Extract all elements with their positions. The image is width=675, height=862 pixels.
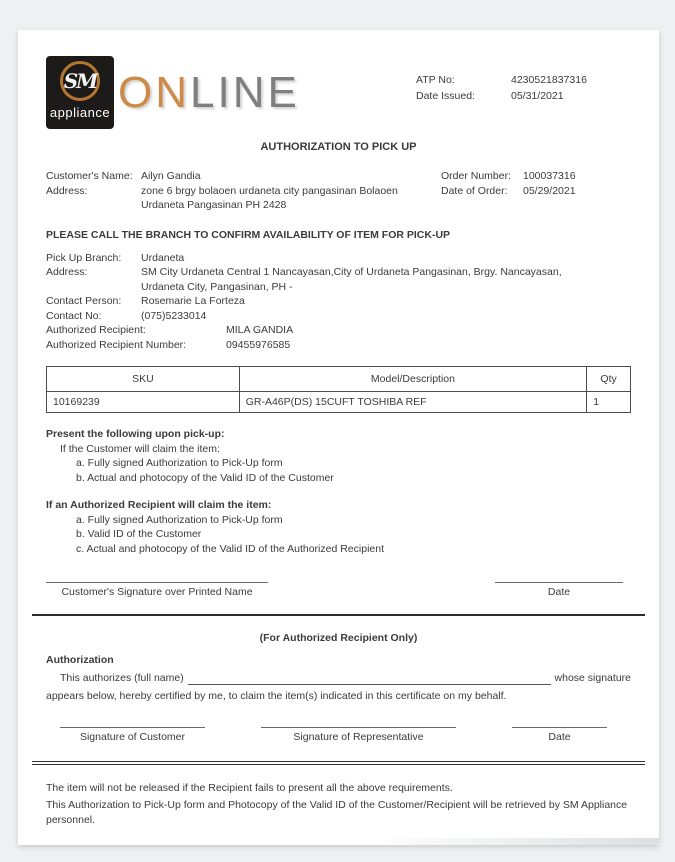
date-of-order-label: Date of Order:	[441, 184, 508, 197]
column-header-sku: SKU	[47, 367, 240, 392]
document-page	[18, 30, 659, 845]
authorized-recipient-row	[46, 323, 631, 338]
customer-address-label: Address:	[46, 184, 88, 197]
header	[46, 56, 631, 129]
list-item: a. Fully signed Authorization to Pick-Up form	[76, 513, 283, 526]
contact-no-value: (075)5233014	[141, 309, 207, 322]
branch-address-line1: SM City Urdaneta Central 1 Nancayasan,City of Urdaneta Pangasinan, Brgy. Nancayasan,	[141, 266, 562, 278]
date-issued-row	[416, 88, 631, 104]
signature-block-2	[46, 727, 631, 743]
items-table	[46, 366, 631, 413]
item-qty: 1	[587, 392, 631, 413]
authorization-line1-suffix: whose signature	[554, 672, 631, 684]
contact-person-label: Contact Person:	[46, 295, 122, 307]
customer-signature-line: Customer's Signature over Printed Name	[46, 582, 268, 598]
customer-details	[46, 169, 441, 213]
authorized-recipient-number-label: Authorized Recipient Number:	[46, 338, 187, 351]
date-issued-label: Date Issued:	[416, 90, 475, 102]
section-divider	[32, 614, 645, 616]
branch-address-label: Address:	[46, 266, 88, 278]
date-line: Date	[512, 727, 607, 743]
list-item: b. Valid ID of the Customer	[76, 528, 202, 540]
authorized-recipient-number-value: 09455976585	[226, 338, 291, 351]
branch-address-row	[46, 265, 631, 280]
date-signature-line: Date	[495, 582, 623, 598]
online-wordmark-line: LINE	[190, 68, 300, 117]
contact-no-row	[46, 309, 631, 324]
pickup-branch-label: Pick Up Branch:	[46, 251, 122, 264]
authorization-line2: appears below, hereby certified by me, to claim the item(s) indicated in this certificate on my behalf.	[46, 690, 507, 702]
contact-no-label: Contact No:	[46, 309, 102, 322]
list-item: c. Actual and photocopy of the Valid ID of the Authorized Recipient	[76, 542, 385, 555]
date-of-order-row	[441, 184, 631, 199]
recipient-claim-heading: If an Authorized Recipient will claim the item:	[46, 499, 272, 511]
contact-person-value: Rosemarie La Forteza	[141, 295, 245, 307]
customer-address-line2: Urdaneta Pangasinan PH 2428	[141, 199, 287, 211]
authorization-heading: Authorization	[46, 654, 114, 666]
item-sku: 10169239	[47, 392, 240, 413]
customer-name-value: Ailyn Gandia	[141, 170, 201, 182]
customer-address-line1: zone 6 brgy bolaoen urdaneta city pangasinan Bolaoen	[141, 184, 398, 197]
pickup-branch-value: Urdaneta	[141, 251, 185, 264]
full-name-blank-line	[188, 671, 551, 685]
online-wordmark	[118, 56, 300, 129]
footer-notes	[46, 781, 641, 828]
authorization-line1-prefix: This authorizes (full name)	[60, 672, 184, 684]
customer-claim-heading: If the Customer will claim the item:	[60, 442, 220, 455]
order-details	[441, 169, 631, 213]
order-number-label: Order Number:	[441, 170, 512, 182]
customer-name-label: Customer's Name:	[46, 170, 133, 182]
atp-no-label: ATP No:	[416, 74, 455, 86]
column-header-model: Model/Description	[239, 367, 586, 392]
signature-of-representative-line: Signature of Representative	[261, 727, 456, 743]
column-header-qty: Qty	[587, 367, 631, 392]
list-item: a. Fully signed Authorization to Pick-Up form	[76, 457, 283, 469]
date-issued-value: 05/31/2021	[511, 90, 564, 102]
branch-notice: PLEASE CALL THE BRANCH TO CONFIRM AVAILABILITY OF ITEM FOR PICK-UP	[46, 228, 451, 241]
authorized-recipient-label: Authorized Recipient:	[46, 324, 146, 336]
appliance-logo-text: appliance	[49, 105, 111, 120]
contact-person-row	[46, 294, 631, 309]
order-number-row	[441, 169, 631, 184]
atp-no-value: 4230521837316	[511, 74, 587, 86]
signature-of-customer-line: Signature of Customer	[60, 727, 205, 743]
sm-appliance-logo	[46, 56, 114, 129]
present-heading: Present the following upon pick-up:	[46, 428, 225, 440]
atp-info	[416, 72, 631, 104]
recipient-only-heading: (For Authorized Recipient Only)	[259, 632, 418, 644]
authorized-recipient-number-row	[46, 338, 631, 353]
scan-shadow-artifact	[371, 838, 659, 845]
pickup-branch-row	[46, 251, 631, 266]
signature-block-1	[46, 582, 631, 598]
customer-address-row2	[46, 198, 441, 213]
online-wordmark-on: ON	[118, 68, 190, 117]
present-section	[46, 427, 631, 556]
customer-section	[46, 169, 631, 213]
document-content	[18, 30, 659, 845]
footer-note-2: This Authorization to Pick-Up form and Photocopy of the Valid ID of the Customer/Recipient will be retrieved by SM Appliance personnel.	[46, 799, 628, 826]
items-table-header-row	[47, 367, 631, 392]
list-item: b. Actual and photocopy of the Valid ID of the Customer	[76, 471, 334, 484]
authorized-recipient-value: MILA GANDIA	[226, 324, 294, 336]
branch-address-row2	[46, 280, 631, 295]
branch-section	[46, 251, 631, 353]
date-of-order-value: 05/29/2021	[523, 184, 576, 197]
order-number-value: 100037316	[523, 170, 576, 182]
table-row	[47, 392, 631, 413]
item-model: GR-A46P(DS) 15CUFT TOSHIBA REF	[239, 392, 586, 413]
customer-name-row	[46, 169, 441, 184]
atp-no-row	[416, 72, 631, 88]
section-divider-double	[32, 761, 645, 765]
page-title: AUTHORIZATION TO PICK UP	[260, 141, 417, 153]
authorization-line1	[46, 671, 631, 685]
customer-address-row	[46, 184, 441, 199]
sm-logo-circle-icon	[60, 61, 100, 101]
sm-logo-text: SM	[63, 69, 97, 93]
branch-address-line2: Urdaneta City, Pangasinan, PH -	[141, 280, 293, 293]
footer-note-1: The item will not be released if the Recipient fails to present all the above requirements.	[46, 782, 453, 794]
